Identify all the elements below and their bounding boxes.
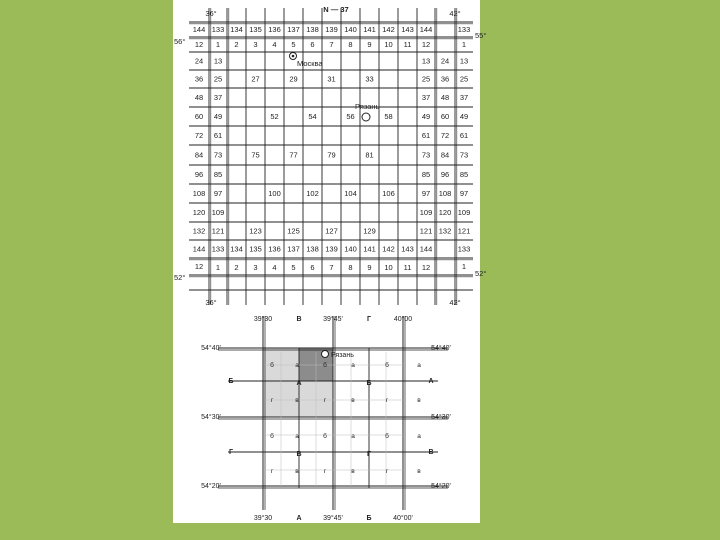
bottom-row-cell: 135 (249, 244, 262, 254)
sheet-letter-a: А (296, 380, 302, 387)
quadrant-letter: а (351, 433, 355, 440)
inner-right-cell: 72 (440, 131, 450, 140)
inner-left-cell: 37 (213, 93, 223, 102)
inner-right-cell: 60 (440, 112, 450, 121)
bottom-coordinate-label: 39°30 (253, 515, 273, 522)
bottom-number-cell: 12 (421, 263, 431, 272)
row-header-left: 72 (194, 131, 204, 140)
number-row-cell: 1 (215, 40, 221, 49)
row-header-left: 132 (192, 226, 206, 236)
number-row-cell: 9 (367, 40, 372, 49)
left-coordinate-label: 54°20' (201, 483, 221, 490)
quadrant-letter: г (385, 397, 389, 404)
top-coordinate-label: 40°00 (393, 316, 413, 323)
right-coordinate-label: А (428, 378, 434, 385)
sheet-letter-b: Б (366, 380, 372, 387)
bottom-coordinate-label: Б (366, 515, 372, 522)
row-header-left: 120 (192, 208, 206, 217)
bottom-row-cell: 142 (382, 244, 395, 254)
quadrant-letter: б (323, 362, 327, 369)
bottom-row-cell: 138 (306, 244, 319, 254)
quadrant-letter: г (385, 468, 389, 475)
number-row-cell: 8 (348, 40, 353, 49)
inner-right-cell: 132 (438, 226, 452, 236)
bottom-coordinate-label: 40°00' (393, 515, 413, 522)
number-row-cell: 6 (310, 40, 315, 49)
number-row-cell: 2 (234, 40, 239, 49)
row-header-left: 144 (192, 25, 206, 34)
map-cell-number: 123 (249, 226, 262, 236)
moscow-marker-dot (292, 55, 295, 58)
bottom-row-cell: 139 (325, 244, 338, 254)
map-cell-number: 54 (308, 112, 317, 121)
moscow-label: Москва (297, 59, 323, 68)
top-coordinate-label: 39°45' (323, 316, 343, 323)
diagram-ryazan-label: Рязань (331, 352, 354, 359)
top-row-cell: 141 (363, 25, 376, 34)
top-row-cell: 139 (325, 25, 338, 34)
map-sheet (173, 0, 487, 523)
inner-right2-cell: 73 (421, 150, 431, 160)
inner-right2-cell: 109 (419, 208, 433, 217)
quadrant-letter: в (417, 397, 421, 404)
number-row-cell: 7 (329, 40, 334, 49)
row-header-right: 73 (459, 150, 469, 160)
inner-right-cell: 108 (438, 189, 452, 198)
latitude-label-bottom-right: 52° (475, 269, 487, 278)
bottom-number-cell: 4 (272, 263, 277, 272)
top-row-cell: 136 (268, 25, 281, 34)
sheet-title: N — 37 (323, 5, 349, 14)
row-header-left: 12 (194, 40, 204, 49)
bottom-number-cell: 3 (253, 263, 258, 272)
right-coordinate-label: 54°20' (431, 483, 451, 490)
longitude-label-bottom-right: 42° (449, 298, 461, 307)
longitude-label-bottom-left: 36° (205, 298, 217, 307)
map-cell-number: 125 (287, 226, 300, 236)
row-header-right: 121 (457, 226, 471, 236)
inner-left-cell: 73 (213, 150, 223, 160)
row-header-right: 1 (461, 40, 467, 49)
quadrant-letter: в (295, 468, 299, 475)
inner-right-cell: 48 (440, 93, 450, 102)
quadrant-letter: б (385, 362, 389, 369)
number-row-cell: 11 (403, 40, 412, 49)
diagram-ryazan-marker (322, 351, 329, 358)
inner-left-cell: 13 (213, 56, 223, 66)
inner-right-cell: 120 (438, 208, 452, 217)
quadrant-letter: а (417, 433, 421, 440)
quadrant-letter: б (270, 433, 274, 440)
map-cell-number: 77 (289, 150, 298, 160)
row-header-right: 37 (459, 93, 469, 102)
top-row-cell: 138 (306, 25, 319, 34)
bottom-row-cell: 136 (268, 244, 281, 254)
map-cell-number: 104 (344, 189, 357, 198)
top-coordinate-label: Г (367, 316, 371, 323)
row-header-right: 49 (459, 112, 469, 121)
bottom-number-cell: 5 (291, 263, 296, 272)
bottom-row-cell: 141 (363, 244, 376, 254)
map-cell-number: 79 (327, 150, 336, 160)
bottom-number-cell: 6 (310, 263, 315, 272)
inner-left-cell: 49 (213, 112, 223, 121)
row-header-right: 13 (459, 56, 469, 66)
row-header-left: 36 (194, 74, 204, 84)
longitude-label-right: 42° (449, 9, 461, 18)
top-row-cell: 143 (401, 25, 414, 34)
map-cell-number: 52 (270, 112, 279, 121)
row-header-left: 60 (194, 112, 204, 121)
ryazan-label: Рязань (355, 102, 380, 111)
bottom-coordinate-label: 39°45' (323, 515, 343, 522)
map-cell-number: 127 (325, 226, 338, 236)
sheet-letter-v: В (296, 451, 302, 458)
quadrant-letter: в (351, 397, 355, 404)
quadrant-letter: а (417, 362, 421, 369)
left-coordinate-label: 54°30' (201, 414, 221, 421)
quadrant-letter: а (351, 362, 355, 369)
latitude-label-top-right: 55° (475, 31, 487, 40)
row-header-left: 12 (194, 262, 204, 271)
row-header-left: 48 (194, 93, 204, 102)
top-row-cell: 144 (419, 25, 433, 34)
top-row-cell: 134 (230, 25, 243, 34)
top-row-cell: 142 (382, 25, 395, 34)
row-header-right: 85 (459, 170, 469, 179)
map-cell-number: 56 (346, 112, 355, 121)
bottom-row-cell: 143 (401, 244, 414, 254)
number-row-cell: 3 (253, 40, 258, 49)
inner-right2-cell: 13 (421, 56, 431, 66)
row-header-right: 1 (461, 262, 467, 271)
inner-left-cell: 85 (213, 170, 223, 179)
inner-right2-cell: 37 (421, 93, 431, 102)
map-cell-number: 33 (365, 74, 374, 84)
row-header-right: 97 (459, 189, 469, 198)
bottom-number-cell: 11 (403, 263, 412, 272)
inner-right2-cell: 25 (421, 74, 431, 84)
map-cell-number: 31 (327, 74, 336, 84)
number-row-cell: 12 (421, 40, 431, 49)
quadrant-letter: б (385, 433, 389, 440)
quadrant-letter: в (351, 468, 355, 475)
left-coordinate-label: Г (229, 449, 233, 456)
quadrant-letter: г (270, 468, 274, 475)
bottom-coordinate-label: А (296, 515, 302, 522)
map-cell-number: 58 (384, 112, 393, 121)
map-cell-number: 102 (306, 189, 319, 198)
quadrant-letter: а (295, 433, 299, 440)
row-header-left: 96 (194, 170, 204, 179)
inner-right2-cell: 97 (421, 189, 431, 198)
right-coordinate-label: 54°40' (431, 345, 451, 352)
quadrant-letter: г (323, 397, 327, 404)
top-row-cell: 140 (344, 25, 357, 34)
top-coordinate-label: В (296, 316, 302, 323)
bottom-row-cell: 140 (344, 244, 357, 254)
number-row-cell: 5 (291, 40, 296, 49)
row-header-right: 61 (459, 131, 469, 140)
top-coordinate-label: 39°30 (253, 316, 273, 323)
bottom-number-cell: 7 (329, 263, 334, 272)
inner-right2-cell: 49 (421, 112, 431, 121)
inner-right-cell: 84 (440, 150, 450, 160)
row-header-left: 144 (192, 244, 206, 254)
bottom-row-cell: 137 (287, 244, 300, 254)
longitude-label-left: 36° (205, 9, 217, 18)
ryazan-marker (362, 113, 370, 121)
map-cell-number: 106 (382, 189, 395, 198)
inner-left-cell: 25 (213, 74, 223, 84)
right-coordinate-label: В (428, 449, 434, 456)
sheet-subdivision-diagram (173, 310, 480, 523)
inner-right-cell: 36 (440, 74, 450, 84)
inner-right2-cell: 61 (421, 131, 431, 140)
row-header-right: 109 (457, 208, 471, 217)
map-cell-number: 129 (363, 226, 376, 236)
number-row-cell: 4 (272, 40, 277, 49)
sheet-letter-g: Г (367, 451, 371, 458)
bottom-number-cell: 2 (234, 263, 239, 272)
row-header-left: 108 (192, 189, 206, 198)
number-row-cell: 10 (384, 40, 393, 49)
quadrant-letter: г (270, 397, 274, 404)
bottom-row-cell: 133 (211, 244, 225, 254)
bottom-number-cell: 10 (384, 263, 393, 272)
left-coordinate-label: Б (228, 378, 234, 385)
row-header-left: 24 (194, 56, 204, 66)
inner-right-cell: 96 (440, 170, 450, 179)
row-header-left: 84 (194, 150, 204, 160)
quadrant-letter: в (417, 468, 421, 475)
nomenclature-grid (173, 0, 487, 310)
row-header-right: 133 (457, 25, 471, 34)
map-cell-number: 75 (251, 150, 260, 160)
top-row-cell: 133 (211, 25, 225, 34)
inner-right2-cell: 85 (421, 170, 431, 179)
inner-left-cell: 109 (211, 208, 225, 217)
latitude-label-top-left: 56° (174, 37, 186, 46)
left-coordinate-label: 54°40' (201, 345, 221, 352)
inner-left-cell: 97 (213, 189, 223, 198)
top-row-cell: 137 (287, 25, 300, 34)
quadrant-letter: а (295, 362, 299, 369)
bottom-row-cell: 144 (419, 244, 433, 254)
inner-right2-cell: 121 (419, 226, 433, 236)
row-header-right: 25 (459, 74, 469, 84)
map-cell-number: 100 (268, 189, 281, 198)
latitude-label-bottom-left: 52° (174, 273, 186, 282)
quadrant-letter: г (323, 468, 327, 475)
inner-left-cell: 61 (213, 131, 223, 140)
inner-right-cell: 24 (440, 56, 450, 66)
quadrant-letter: в (295, 397, 299, 404)
quadrant-letter: б (323, 433, 327, 440)
row-header-right: 133 (457, 244, 471, 254)
bottom-number-cell: 9 (367, 263, 372, 272)
bottom-number-cell: 8 (348, 263, 353, 272)
bottom-number-cell: 1 (215, 263, 221, 272)
map-cell-number: 81 (365, 150, 374, 160)
bottom-row-cell: 134 (230, 244, 243, 254)
map-cell-number: 27 (251, 74, 260, 84)
right-coordinate-label: 54°30' (431, 414, 451, 421)
quadrant-letter: б (270, 362, 274, 369)
map-cell-number: 29 (289, 74, 298, 84)
inner-left-cell: 121 (211, 226, 225, 236)
top-row-cell: 135 (249, 25, 262, 34)
